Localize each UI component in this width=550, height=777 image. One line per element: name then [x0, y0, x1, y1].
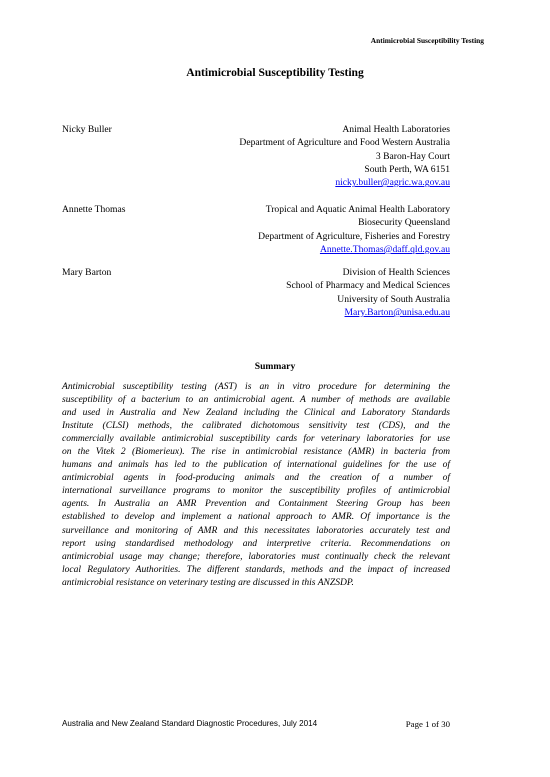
summary-line: international surveillance programs to monitor the susceptibility profiles of antimicrobial [62, 485, 450, 497]
summary-line: Institute (CLSI) methods, the calibrated dichotomous sensitivity test (CDS), and the [62, 420, 450, 432]
summary-line: susceptibility of a bacterium to an antimicrobial agent. A number of methods are available [62, 394, 450, 406]
affiliation-line: Department of Agriculture and Food Western Australia [239, 137, 450, 149]
summary-line: established to develop and implement a national approach to AMR. Of importance is the [62, 511, 450, 523]
author-affiliation [258, 203, 450, 256]
author-name: Mary Barton [62, 267, 112, 278]
summary-line: agents. In Australia an AMR Prevention and Containment Steering Group has been [62, 498, 450, 510]
summary-line: antimicrobial agents in food-producing animals and the creation of a number of [62, 472, 450, 484]
summary-line: antimicrobial resistance on veterinary testing are discussed in this ANZSDP. [62, 576, 354, 588]
affiliation-line: University of South Australia [337, 293, 450, 305]
affiliation-line: Animal Health Laboratories [342, 124, 450, 135]
summary-line: humans and animals has led to the publication of international guidelines for the use of [62, 459, 450, 471]
affiliation-line: Tropical and Aquatic Animal Health Laboratory [265, 204, 450, 215]
summary-line: Antimicrobial susceptibility testing (AST) is an in vitro procedure for determining the [62, 381, 450, 392]
running-header: Antimicrobial Susceptibility Testing [370, 36, 484, 45]
affiliation-line: Division of Health Sciences [342, 267, 450, 278]
summary-heading: Summary [254, 361, 296, 372]
summary-line: antimicrobial usage may change; therefore, laboratories must continually check the relevant [62, 550, 450, 562]
document-title: Antimicrobial Susceptibility Testing [186, 66, 364, 79]
affiliation-line: Department of Agriculture, Fisheries and Forestry [258, 230, 450, 242]
summary-line: report using standardised methodology and interpretive criteria. Recommendations on [62, 537, 450, 549]
author-name: Annette Thomas [62, 204, 126, 215]
affiliation-line: School of Pharmacy and Medical Sciences [286, 280, 450, 292]
author-email-link[interactable]: Annette.Thomas@daff.qld.gov.au [319, 243, 450, 255]
summary-line: local Regulatory Authorities. The different standards, methods and the impact of increased [62, 563, 450, 575]
summary-paragraph [62, 380, 450, 589]
author-block-thomas [62, 203, 450, 258]
affiliation-line: 3 Baron-Hay Court [375, 150, 450, 162]
summary-line: and used in Australia and New Zealand including the Clinical and Laboratory Standards [62, 407, 450, 419]
author-block-buller [62, 123, 450, 191]
summary-line: on the Vitek 2 (Biomerieux). The rise in antimicrobial resistance (AMR) in bacteria from [62, 446, 450, 458]
author-affiliation [286, 266, 450, 319]
author-affiliation [239, 123, 450, 189]
author-email-link[interactable]: Mary.Barton@unisa.edu.au [344, 306, 450, 318]
author-name: Nicky Buller [62, 124, 112, 135]
footer-publication: Australia and New Zealand Standard Diagnostic Procedures, July 2014 [62, 719, 318, 728]
affiliation-line: South Perth, WA 6151 [364, 163, 450, 175]
summary-line: commercially available antimicrobial susceptibility cards for veterinary laboratories for use [62, 433, 450, 445]
author-block-barton [62, 266, 450, 321]
author-email-link[interactable]: nicky.buller@agric.wa.gov.au [335, 177, 450, 189]
affiliation-line: Biosecurity Queensland [358, 217, 450, 229]
footer-page-number: Page 1 of 30 [405, 719, 450, 729]
summary-line: surveillance and monitoring of AMR and this necessitates laboratories accurately test and [62, 524, 450, 536]
